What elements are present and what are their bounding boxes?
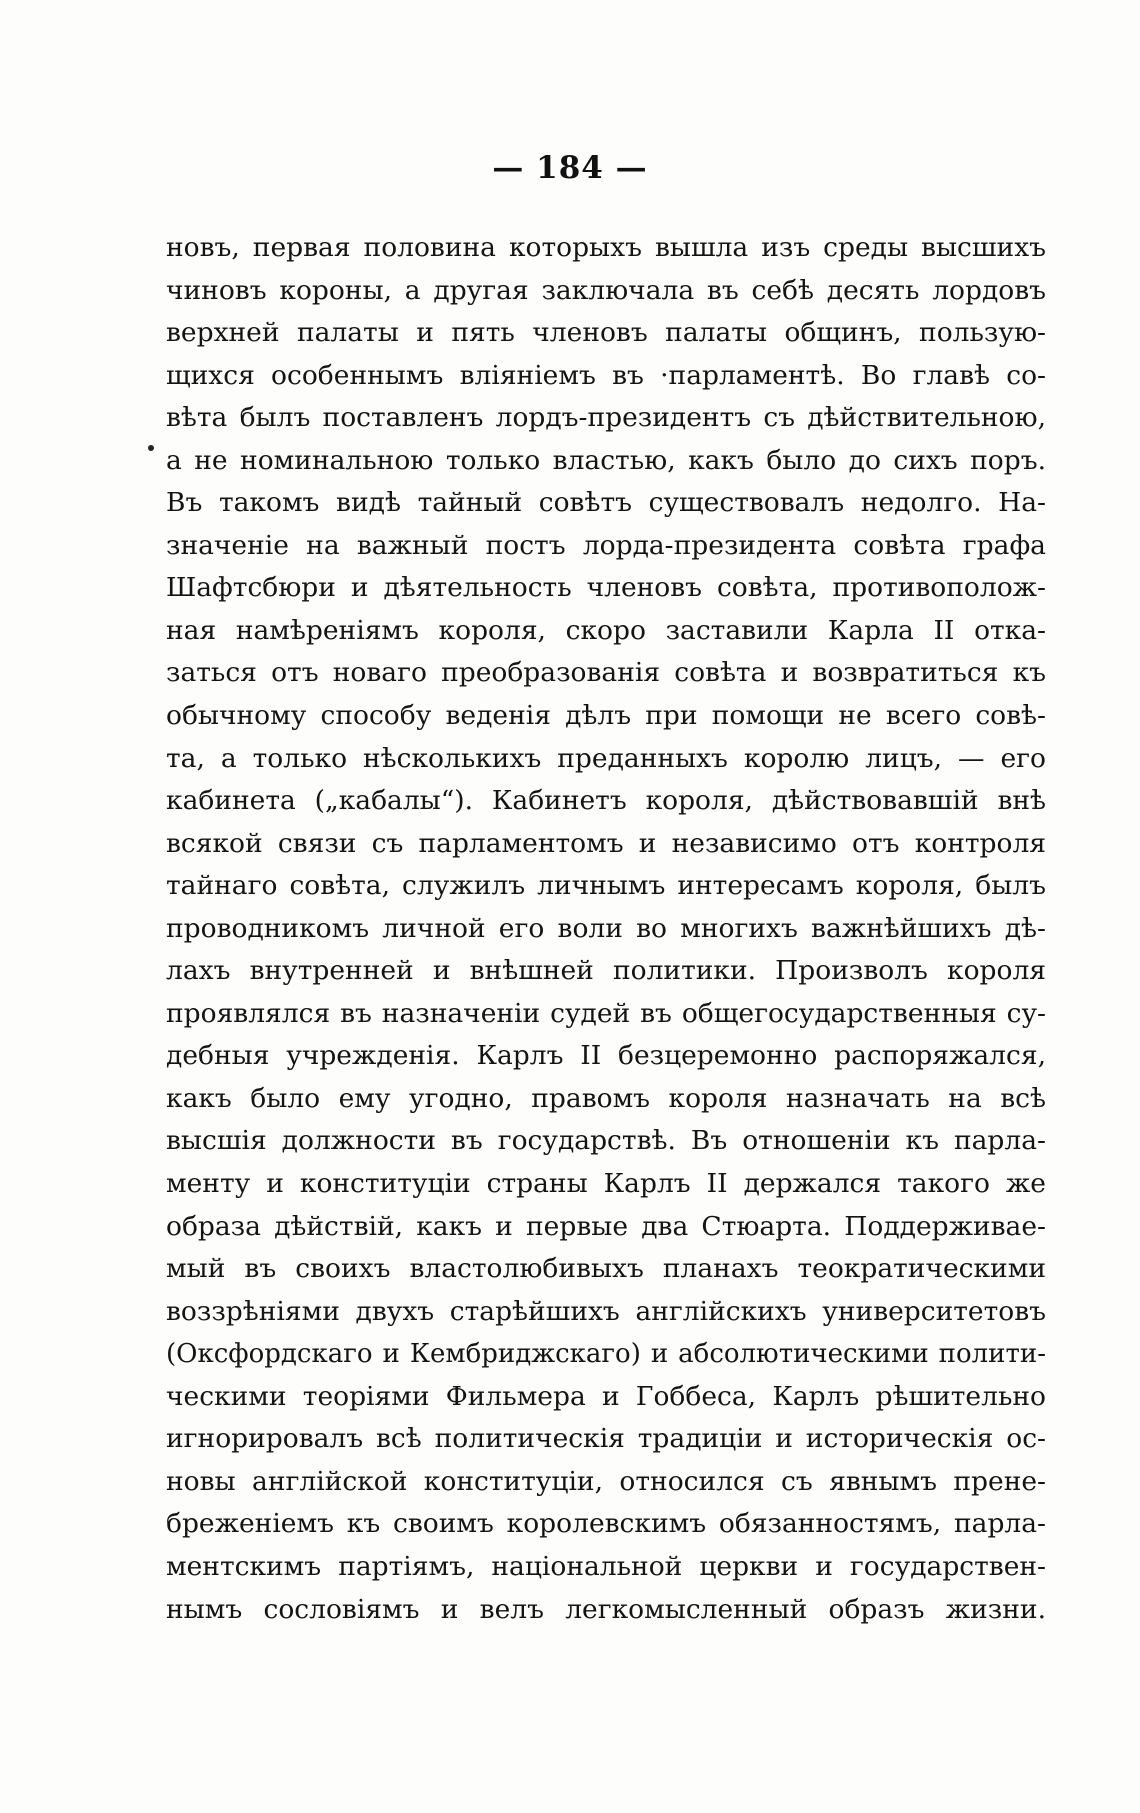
text-line: воззрѣніями двухъ старѣйшихъ англійскихъ университетовъ	[166, 1295, 1046, 1327]
page-number: — 184 —	[492, 150, 648, 186]
text-line: щихся особеннымъ вліяніемъ въ ·парламентѣ. Во главѣ со-	[166, 359, 1046, 391]
text-line: лахъ внутренней и внѣшней политики. Произволъ короля	[166, 955, 1046, 987]
text-line: вѣта былъ поставленъ лордъ-президентъ съ дѣйствительною,	[166, 402, 1046, 434]
text-line: бреженіемъ къ своимъ королевскимъ обязанностямъ, парла-	[166, 1508, 1046, 1540]
text-line: значеніе на важный постъ лорда-президента совѣта графа	[166, 529, 1046, 561]
text-line: обычному способу веденія дѣлъ при помощи не всего совѣ-	[166, 700, 1046, 732]
text-line: заться отъ новаго преобразованія совѣта и возвратиться къ	[166, 657, 1046, 689]
text-line: верхней палаты и пять членовъ палаты общинъ, пользую-	[166, 317, 1046, 349]
text-line: а не номинальною только властью, какъ было до сихъ поръ.	[166, 444, 1046, 476]
text-line: новъ, первая половина которыхъ вышла изъ среды высшихъ	[166, 232, 1046, 263]
text-line: какъ было ему угодно, правомъ короля назначать на всѣ	[166, 1082, 1046, 1114]
text-line: игнорировалъ всѣ политическія традиціи и историческія ос-	[166, 1423, 1046, 1455]
text-line: всякой связи съ парламентомъ и независимо отъ контроля	[166, 827, 1046, 859]
text-line: мый въ своихъ властолюбивыхъ планахъ теократическими	[166, 1253, 1046, 1285]
text-line: проводникомъ личной его воли во многихъ важнѣйшихъ дѣ-	[166, 912, 1046, 944]
text-line: новы англійской конституціи, относился съ явнымъ прене-	[166, 1465, 1046, 1497]
text-line: проявлялся въ назначеніи судей въ общегосударственныя су-	[166, 997, 1046, 1029]
text-line: кабинета („кабалы“). Кабинетъ короля, дѣйствовавшій внѣ	[166, 785, 1046, 817]
text-line: Шафтсбюри и дѣятельность членовъ совѣта, противополож-	[166, 572, 1046, 604]
body-text	[166, 227, 1046, 1631]
margin-dot-mark	[148, 445, 154, 451]
text-line: дебныя учрежденія. Карлъ II безцеремонно распоряжался,	[166, 1040, 1046, 1072]
text-line: Въ такомъ видѣ тайный совѣтъ существовалъ недолго. На-	[166, 487, 1046, 519]
text-line: ментскимъ партіямъ, національной церкви и государствен-	[166, 1550, 1046, 1582]
text-line: тайнаго совѣта, служилъ личнымъ интересамъ короля, былъ	[166, 870, 1046, 902]
text-line: ческими теоріями Фильмера и Гоббеса, Карлъ рѣшительно	[166, 1380, 1046, 1412]
text-line: образа дѣйствій, какъ и первые два Стюарта. Поддерживае-	[166, 1210, 1046, 1242]
text-line: та, а только нѣсколькихъ преданныхъ королю лицъ, — его	[166, 742, 1046, 774]
text-line: чиновъ короны, а другая заключала въ себѣ десять лордовъ	[166, 274, 1046, 306]
text-line: ная намѣреніямъ короля, скоро заставили Карла II отка-	[166, 614, 1046, 646]
text-line: (Оксфордскаго и Кембриджскаго) и абсолютическими полити-	[166, 1339, 1046, 1370]
text-line: нымъ сословіямъ и велъ легкомысленный образъ жизни.	[166, 1593, 1046, 1625]
text-line: менту и конституціи страны Карлъ II держался такого же	[166, 1168, 1046, 1200]
text-line: высшія должности въ государствѣ. Въ отношеніи къ парла-	[166, 1125, 1046, 1157]
